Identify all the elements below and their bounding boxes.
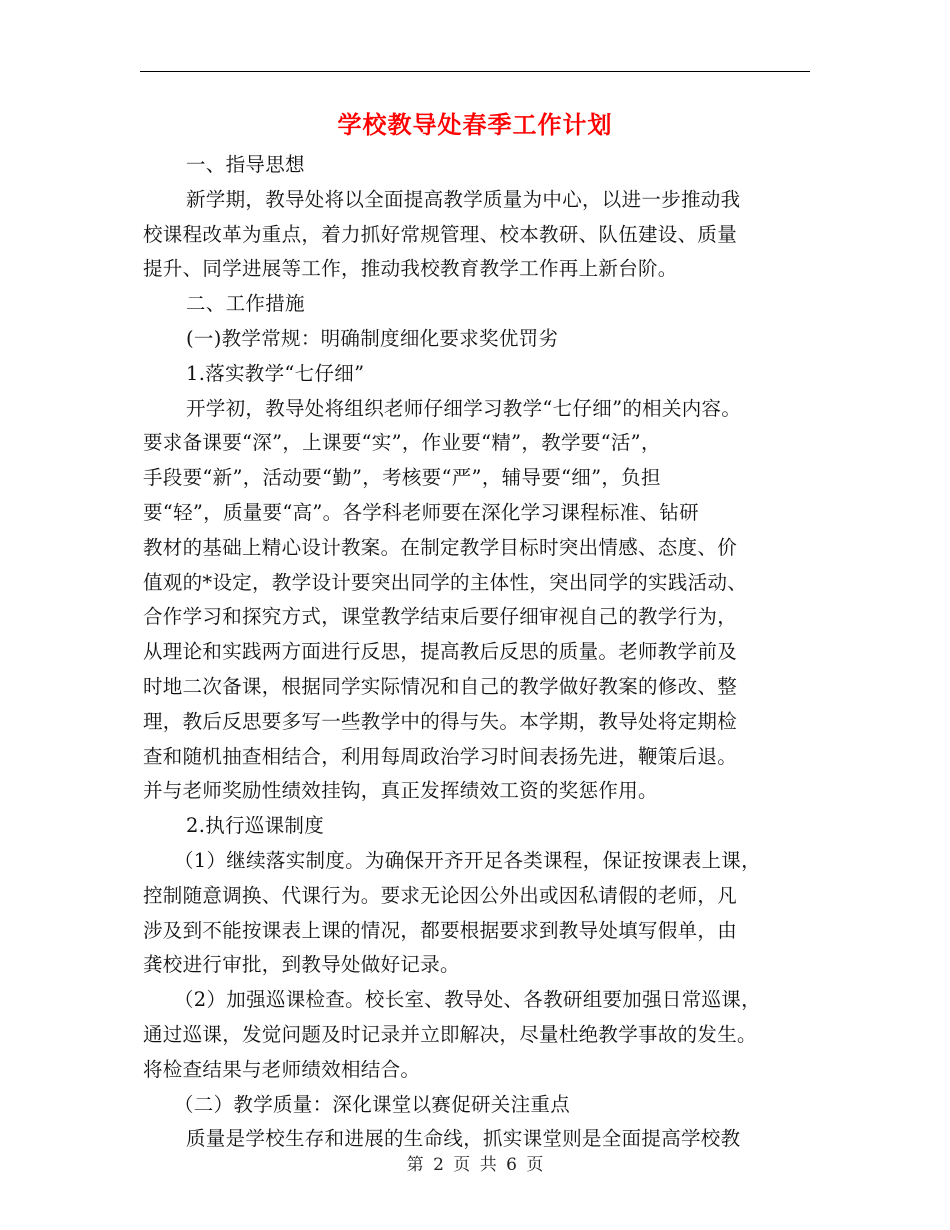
paragraph-line: 值观的*设定，教学设计要突出同学的主体性，突出同学的实践活动、 bbox=[143, 570, 748, 594]
paragraph-line: 涉及到不能按课表上课的情况，都要根据要求到教导处填写假单，由 bbox=[143, 918, 738, 942]
paragraph-line: 新学期，教导处将以全面提高教学质量为中心，以进一步推动我 bbox=[186, 187, 741, 211]
paragraph-line: 质量是学校生存和进展的生命线，抓实课堂则是全面提高学校教 bbox=[186, 1127, 741, 1151]
page-number-footer: 第 2 页 共 6 页 bbox=[406, 1155, 544, 1175]
paragraph-line: 要“轻”，质量要“高”。各学科老师要在深化学习课程标准、钻研 bbox=[143, 500, 699, 524]
paragraph-line: 查和随机抽查相结合，利用每周政治学习时间表扬先进，鞭策后退。 bbox=[143, 744, 738, 768]
paragraph-line: （1）继续落实制度。为确保开齐开足各类课程，保证按课表上课， bbox=[174, 848, 761, 872]
paragraph-line: 并与老师奖励性绩效挂钩，真正发挥绩效工资的奖惩作用。 bbox=[143, 779, 658, 803]
subsection-heading: (一)教学常规：明确制度细化要求奖优罚劣 bbox=[186, 326, 559, 350]
paragraph-line: 龚校进行审批，到教导处做好记录。 bbox=[143, 953, 460, 977]
paragraph-line: 理，教后反思要多写一些教学中的得与失。本学期，教导处将定期检 bbox=[143, 709, 738, 733]
paragraph-line: 校课程改革为重点，着力抓好常规管理、校本教研、队伍建设、质量 bbox=[143, 222, 738, 246]
document-title: 学校教导处春季工作计划 bbox=[337, 110, 613, 139]
item-heading: 2.执行巡课制度 bbox=[186, 814, 325, 838]
paragraph-line: 手段要“新”，活动要“勤”，考核要“严”，辅导要“细”，负担 bbox=[143, 466, 661, 490]
section-heading: 一、指导思想 bbox=[186, 153, 305, 176]
paragraph-line: 从理论和实践两方面进行反思，提高教后反思的质量。老师教学前及 bbox=[143, 640, 738, 664]
document-body bbox=[143, 148, 815, 1157]
subsection-heading: （二）教学质量：深化课堂以赛促研关注重点 bbox=[174, 1092, 571, 1116]
header-rule bbox=[140, 71, 810, 72]
paragraph-line: 教材的基础上精心设计教案。在制定教学目标时突出情感、态度、价 bbox=[143, 535, 738, 559]
paragraph-line: 要求备课要“深”，上课要“实”，作业要“精”，教学要“活”， bbox=[143, 431, 661, 455]
paragraph-line: 通过巡课，发觉问题及时记录并立即解决，尽量杜绝教学事故的发生。 bbox=[143, 1022, 757, 1046]
paragraph-line: 合作学习和探究方式，课堂教学结束后要仔细审视自己的教学行为， bbox=[143, 605, 738, 629]
paragraph-line: 时地二次备课，根据同学实际情况和自己的教学做好教案的修改、整 bbox=[143, 674, 738, 698]
paragraph-line: 控制随意调换、代课行为。要求无论因公外出或因私请假的老师，凡 bbox=[143, 883, 738, 907]
section-heading: 二、工作措施 bbox=[186, 292, 305, 316]
paragraph-line: 开学初，教导处将组织老师仔细学习教学“七仔细”的相关内容。 bbox=[186, 396, 742, 420]
paragraph-line: （2）加强巡课检查。校长室、教导处、各教研组要加强日常巡课， bbox=[174, 988, 761, 1012]
item-heading: 1.落实教学“七仔细” bbox=[186, 361, 365, 385]
paragraph-line: 提升、同学进展等工作，推动我校教育教学工作再上新台阶。 bbox=[143, 257, 678, 281]
paragraph-line: 将检查结果与老师绩效相结合。 bbox=[143, 1057, 421, 1081]
